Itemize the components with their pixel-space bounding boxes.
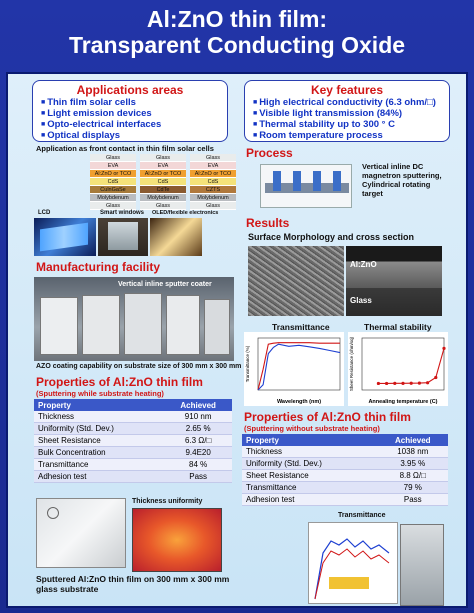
props-unheated-table	[242, 434, 448, 506]
features-box	[244, 80, 450, 142]
results-heading: Results	[246, 216, 290, 230]
layer-cell: Glass	[90, 202, 136, 210]
title-line1: Al:ZnO thin film:	[146, 6, 328, 32]
lcd-photo	[34, 218, 96, 256]
cell-value: Pass	[164, 471, 232, 483]
data-point	[401, 382, 404, 385]
cell-property: Adhesion test	[242, 494, 378, 506]
applications-box	[32, 80, 228, 142]
manufacturing-heading: Manufacturing facility	[36, 260, 161, 274]
layer-cell: EVA	[90, 162, 136, 170]
layer-cell: CdS	[90, 178, 136, 186]
cell-value: 2.65 %	[164, 423, 232, 435]
layer-cell: EVA	[190, 162, 236, 170]
cell-property: Sheet Resistance	[34, 435, 164, 447]
table-row	[34, 447, 232, 459]
y-axis-label: Sheet Resistance (ohm/sq)	[349, 336, 354, 392]
cell-property: Bulk Concentration	[34, 447, 164, 459]
table-row	[34, 459, 232, 471]
cell-value: Pass	[378, 494, 448, 506]
cell-property: Thickness	[242, 446, 378, 458]
list-item: ■ Thermal stability up to 300 ° C	[253, 119, 449, 130]
title-line2: Transparent Conducting Oxide	[68, 32, 406, 58]
cell-value: 79 %	[378, 482, 448, 494]
list-item: ■ Optical displays	[41, 130, 227, 141]
x-axis-label: Annealing temperature (C)	[368, 399, 438, 405]
table-row	[242, 494, 448, 506]
cell-value: 910 nm	[164, 411, 232, 423]
list-item: ■ High electrical conductivity (6.3 ohm/□)	[253, 97, 449, 108]
sem-surface-image	[248, 246, 344, 316]
layer-cell: Al:ZnO or TCO	[190, 170, 236, 178]
chart-background	[348, 332, 448, 406]
props-unheated-subheading: (Sputtering without substrate heating)	[244, 424, 380, 433]
col-achieved: Achieved	[378, 434, 448, 446]
layer-cell: CdTe	[140, 186, 186, 194]
data-point	[426, 381, 429, 384]
list-item: ■ Thin film solar cells	[41, 97, 227, 108]
layer-cell: Glass	[190, 154, 236, 162]
props-heated-heading: Properties of Al:ZnO thin film	[36, 375, 203, 389]
cell-property: Thickness	[34, 411, 164, 423]
list-item: ■ Opto-electrical interfaces	[41, 119, 227, 130]
list-item: ■ Light emission devices	[41, 108, 227, 119]
photo-label-oled: OLED/flexible electronics	[152, 210, 219, 216]
smart-windows-photo	[98, 218, 148, 256]
label-glass: Glass	[350, 296, 372, 305]
props-unheated-heading: Properties of Al:ZnO thin film	[244, 410, 411, 424]
data-point	[377, 382, 380, 385]
layer-cell: Glass	[140, 154, 186, 162]
cell-value: 8.8 Ω/□	[378, 470, 448, 482]
data-point	[418, 382, 421, 385]
layer-stack	[90, 154, 136, 210]
bottom-transmittance-plot	[309, 523, 398, 604]
sample-photos	[400, 524, 444, 606]
manufacturing-caption: AZO coating capability on substrate size of 300 mm x 300 mm	[36, 363, 242, 370]
thickness-uniformity-title: Thickness uniformity	[132, 498, 203, 505]
table-row	[34, 435, 232, 447]
bottom-transmittance-figure	[308, 522, 398, 604]
props-heated-table	[34, 399, 232, 483]
features-heading: Key features	[310, 83, 384, 97]
cell-property: Uniformity (Std. Dev.)	[242, 458, 378, 470]
process-heading: Process	[246, 146, 293, 160]
layer-cell: Glass	[190, 202, 236, 210]
features-list	[253, 97, 449, 141]
cell-value: 6.3 Ω/□	[164, 435, 232, 447]
cell-property: Sheet Resistance	[242, 470, 378, 482]
manufacturing-photo	[34, 277, 234, 361]
table-row	[242, 446, 448, 458]
transmittance-title: Transmittance	[272, 322, 330, 332]
layer-cell: Al:ZnO or TCO	[140, 170, 186, 178]
list-item: ■ Room temperature process	[253, 130, 449, 141]
cell-value: 9.4E20	[164, 447, 232, 459]
label-alzno: Al:ZnO	[350, 260, 377, 269]
photo-label-lcd: LCD	[38, 210, 51, 216]
oled-photo	[150, 218, 202, 256]
cell-property: Transmittance	[34, 459, 164, 471]
layer-cell: EVA	[140, 162, 186, 170]
layer-cell: Glass	[140, 202, 186, 210]
cell-property: Adhesion test	[34, 471, 164, 483]
transmittance-chart	[244, 332, 344, 406]
layer-stack	[140, 154, 186, 210]
col-achieved: Achieved	[164, 399, 232, 411]
layer-cell: CulnGaSe	[90, 186, 136, 194]
process-diagram	[260, 164, 352, 208]
bottom-caption: Sputtered Al:ZnO thin film on 300 mm x 300 mm glass substrate	[36, 574, 230, 594]
glass-substrate-photo	[36, 498, 126, 568]
layer-stacks	[90, 154, 240, 228]
cell-property: Transmittance	[242, 482, 378, 494]
layer-cell: Glass	[90, 154, 136, 162]
layer-cell: Molybdenum	[140, 194, 186, 202]
thermal-chart	[348, 332, 448, 406]
cell-property: Uniformity (Std. Dev.)	[34, 423, 164, 435]
layer-cell: CdS	[190, 178, 236, 186]
data-point	[385, 382, 388, 385]
thickness-uniformity-map	[132, 508, 222, 572]
data-point	[442, 347, 445, 350]
y-axis-label: Transmittance (%)	[245, 345, 250, 383]
photo-label-smart-windows: Smart windows	[100, 210, 145, 216]
table-row	[242, 458, 448, 470]
table-row	[34, 423, 232, 435]
sem-cross-section-image	[346, 246, 442, 316]
data-point	[410, 382, 413, 385]
props-heated-subheading: (Sputtering while substrate heating)	[36, 389, 164, 398]
content-panel	[6, 72, 468, 608]
data-point	[393, 382, 396, 385]
cell-value: 84 %	[164, 459, 232, 471]
col-property: Property	[242, 434, 378, 446]
surface-heading: Surface Morphology and cross section	[248, 232, 415, 242]
applications-heading: Applications areas	[76, 83, 184, 97]
layer-cell: Molybdenum	[190, 194, 236, 202]
col-property: Property	[34, 399, 164, 411]
process-description: Vertical inline DC magnetron sputtering, Cylindrical rotating target	[362, 162, 442, 198]
layer-cell: Molybdenum	[90, 194, 136, 202]
cell-value: 3.95 %	[378, 458, 448, 470]
data-point	[434, 376, 437, 379]
x-axis-label: Wavelength (nm)	[276, 399, 322, 405]
manufacturing-photo-label: Vertical inline sputter coater	[118, 281, 212, 288]
layer-cell: CZTS	[190, 186, 236, 194]
table-row	[242, 470, 448, 482]
table-row	[34, 411, 232, 423]
poster-title	[0, 6, 474, 58]
table-row	[242, 482, 448, 494]
applications-list	[41, 97, 227, 141]
cell-value: 1038 nm	[378, 446, 448, 458]
bottom-transmittance-title: Transmittance	[338, 512, 386, 519]
thermal-title: Thermal stability	[364, 322, 432, 332]
layer-cell: CdS	[140, 178, 186, 186]
layer-cell: Al:ZnO or TCO	[90, 170, 136, 178]
list-item: ■ Visible light transmission (84%)	[253, 108, 449, 119]
front-contact-caption: Application as front contact in thin film solar cells	[36, 144, 214, 153]
layer-stack	[190, 154, 236, 210]
table-row	[34, 471, 232, 483]
